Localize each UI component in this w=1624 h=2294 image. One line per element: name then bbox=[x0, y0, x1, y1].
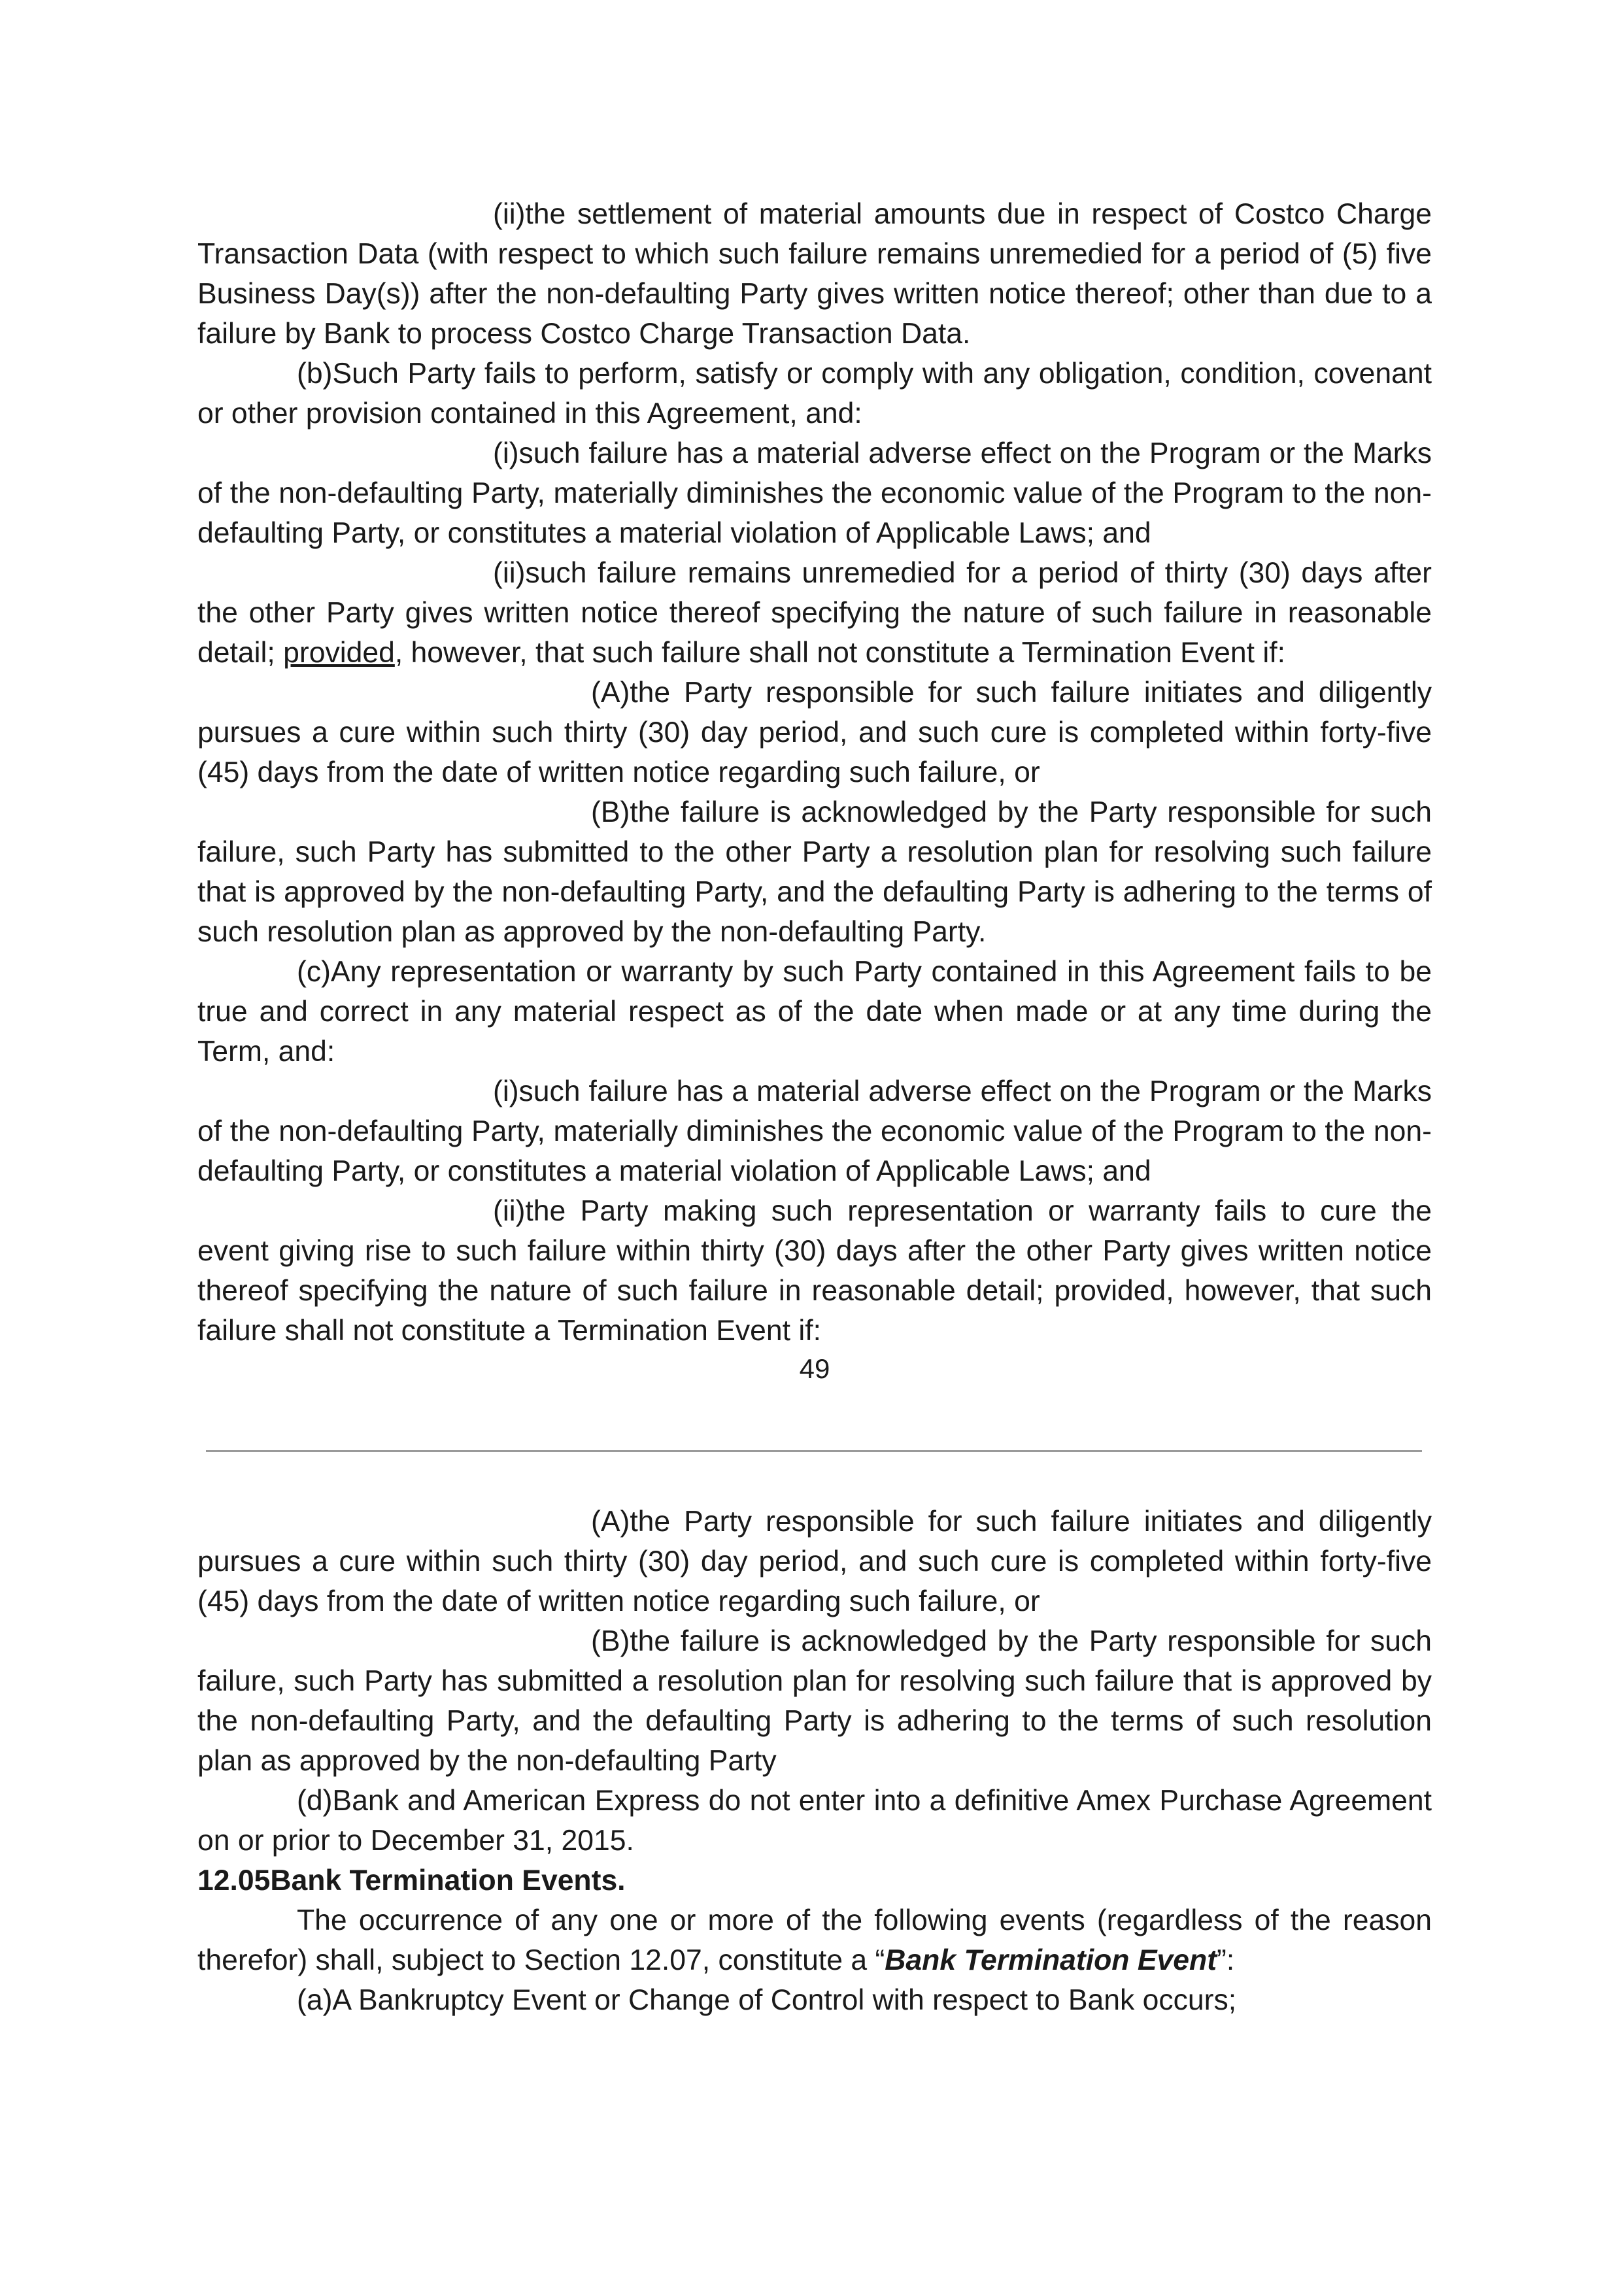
clause-c-representation: (c)Any representation or warranty by such Party contained in this Agreement fails to be true and correct in any material respect as of the date when made or at any time during the Term, and: bbox=[197, 956, 1432, 1068]
bank-termination-intro bbox=[197, 1900, 1432, 1980]
clause-ii-unremedied bbox=[197, 553, 1432, 673]
clause-a-cure-2-text: (A)the Party responsible for such failure initiates and diligently pursues a cure within such thirty (30) day period, and such cure is completed within forty-five (45) days from the date of written notice regarding such failure, or bbox=[197, 1506, 1432, 1617]
bank-termination-intro-text: The occurrence of any one or more of the following events (regardless of the reason therefor) shall, subject to Section 12.07, constitute a “ bbox=[197, 1904, 1432, 1976]
section-heading-12-05: 12.05Bank Termination Events. bbox=[197, 1864, 626, 1897]
clause-b-resolution-plan-2: (B)the failure is acknowledged by the Party responsible for such failure, such Party has submitted a resolution plan for resolving such failure that is approved by the non-defaulting Party, and the defaulting Party is adhering to the terms of such resolution plan as approved by the non-defaulting Party bbox=[197, 1625, 1432, 1777]
clause-a-cure bbox=[197, 673, 1432, 792]
clause-a-bankruptcy-event: (a)A Bankruptcy Event or Change of Control with respect to Bank occurs; bbox=[297, 1984, 1237, 2016]
clause-ii-unremedied-tail: , however, that such failure shall not constitute a Termination Event if: bbox=[394, 637, 1285, 669]
document-page-2 bbox=[197, 1502, 1432, 2020]
clause-ii-unremedied-text: (ii)such failure remains unremedied for a period of thirty (30) days after the other Party gives written notice thereof specifying the nature of such failure in reasonable detail; bbox=[197, 557, 1432, 669]
clause-ii-settlement: (ii)the settlement of material amounts due in respect of Costco Charge Transaction Data (with respect to which such failure remains unremedied for a period of (5) five Business Day(s)) after the non-defaulting Party gives written notice thereof; other than due to a failure by Bank to process Costco Charge Transaction Data. bbox=[197, 198, 1432, 350]
clause-d-amex-agreement: (d)Bank and American Express do not enter into a definitive Amex Purchase Agreement on or prior to December 31, 2015. bbox=[197, 1785, 1432, 1857]
bank-termination-intro-tail: ”: bbox=[1217, 1944, 1235, 1976]
clause-a-cure-text: (A)the Party responsible for such failure initiates and diligently pursues a cure within such thirty (30) day period, and such cure is completed within forty-five (45) days from the date of written notice regarding such failure, or bbox=[197, 677, 1432, 788]
clause-b-failure-to-perform: (b)Such Party fails to perform, satisfy or comply with any obligation, condition, covenant or other provision contained in this Agreement, and: bbox=[197, 358, 1432, 430]
defined-term-bank-termination-event: Bank Termination Event bbox=[885, 1944, 1217, 1976]
clause-i-material-adverse-effect-2: (i)such failure has a material adverse effect on the Program or the Marks of the non-defaulting Party, materially diminishes the economic value of the Program to the non-defaulting Party, or constitutes a material violation of Applicable Laws; and bbox=[197, 1075, 1432, 1187]
clause-b-resolution-plan: (B)the failure is acknowledged by the Party responsible for such failure, such Party has submitted to the other Party a resolution plan for resolving such failure that is approved by the non-defaulting Party, and the defaulting Party is adhering to the terms of such resolution plan as approved by the non-defaulting Party. bbox=[197, 796, 1432, 948]
page-divider bbox=[206, 1450, 1422, 1452]
clause-ii-cure-representation: (ii)the Party making such representation or warranty fails to cure the event giving rise to such failure within thirty (30) days after the other Party gives written notice thereof specifying the nature of such failure in reasonable detail; provided, however, that such failure shall not constitute a Termination Event if: bbox=[197, 1195, 1432, 1347]
page-number: 49 bbox=[799, 1353, 830, 1384]
provided-underlined-term: provided bbox=[283, 637, 395, 669]
document-page-1 bbox=[197, 194, 1432, 1351]
clause-i-material-adverse-effect: (i)such failure has a material adverse effect on the Program or the Marks of the non-defaulting Party, materially diminishes the economic value of the Program to the non-defaulting Party, or constitutes a material violation of Applicable Laws; and bbox=[197, 437, 1432, 549]
clause-a-cure-2 bbox=[197, 1502, 1432, 1621]
